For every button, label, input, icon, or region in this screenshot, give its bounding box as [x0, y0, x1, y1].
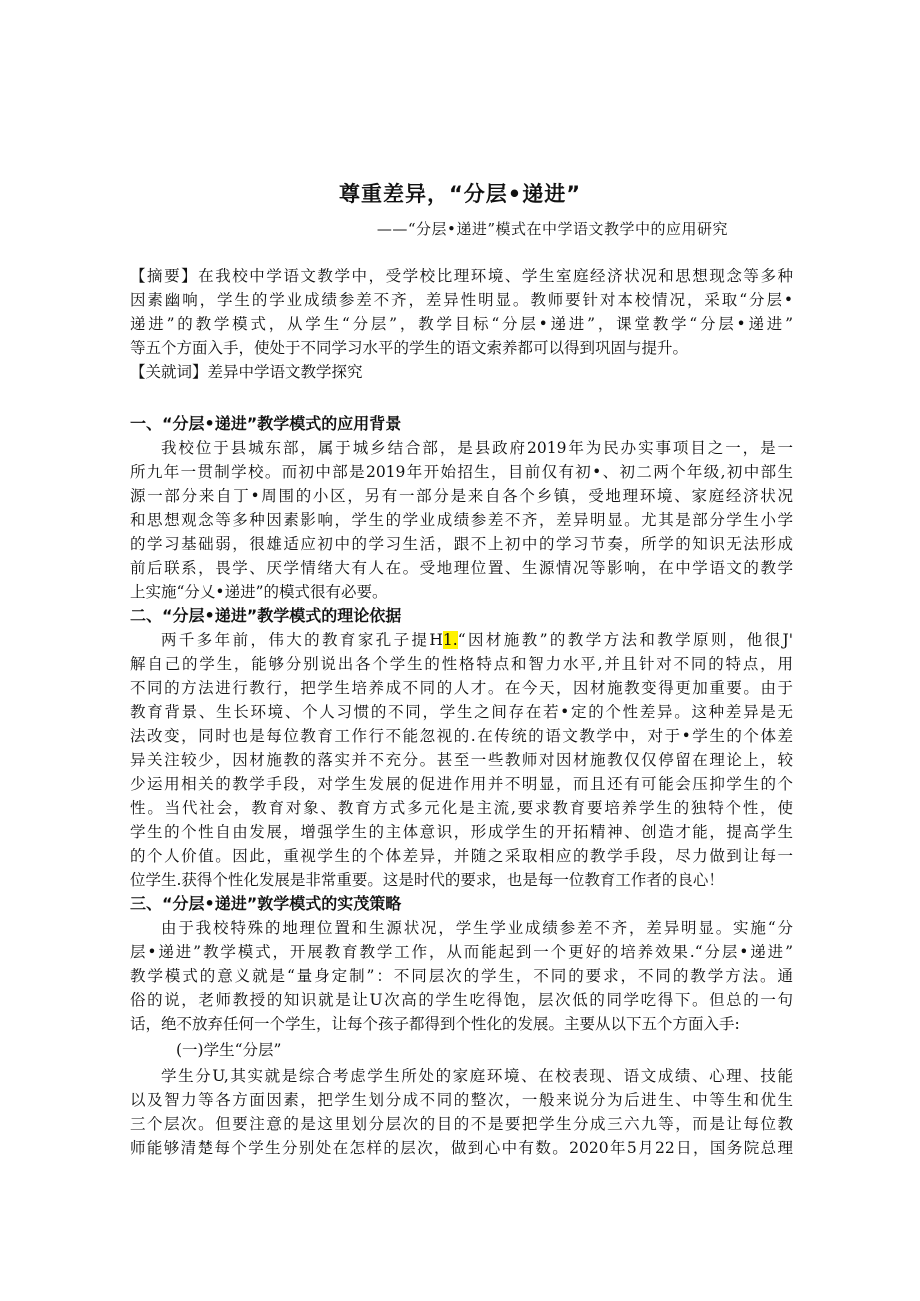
paragraph-line: 三个层次。但要注意的是这里划分层次的目的不是要把学生分成三六九等，而是让每位教 [130, 1115, 793, 1133]
paragraph-line: 师能够清楚每个学生分别处在怎样的层次，做到心中有数。2020年5月22日，国务院总理 [130, 1139, 793, 1157]
paragraph-line: 的学习基础弱，很雄适应初中的学习生活，跟不上初中的学习节奏，所学的知识无法形成 [130, 535, 793, 553]
paragraph-line: 由于我校特殊的地理位置和生源状况，学生学业成绩参差不齐，差异明显。实施“分 [161, 919, 793, 937]
paragraph-line: 教学模式的意义就是“量身定制”：不同层次的学生，不同的要求，不同的教学方法。通 [130, 967, 793, 985]
paragraph-line: 教育背景、生长环境、个人习惯的不同，学生之间存在若•定的个性差异。这种差异是无 [130, 703, 793, 721]
abstract-line: 【摘要】在我校中学语文教学中，受学校比理环境、学生室庭经济状况和思想现念等多种 [130, 267, 793, 285]
paragraph-line: 我校位于县城东部，属于城乡结合部，是县政府2019年为民办实事项目之一，是一 [161, 439, 793, 457]
paragraph-line: 性。当代社会，教育对象、教育方式多元化是主流,要求教育要培养学生的独特个性，使 [130, 799, 793, 817]
paragraph-line: 不同的方法进行教行，把学生培养成不同的人才。在今天，因材施教变得更加重要。由于 [130, 679, 793, 697]
paragraph-line: 话，绝不放弃任何一个学生，让每个孩子都得到个性化的发展。主要从以下五个方面入手: [130, 1015, 740, 1033]
abstract-line: 等五个方面入手，使处于不同学习水平的学生的语文索养都可以得到巩固与提升。 [130, 339, 689, 357]
paragraph-line: 源一部分来自丁•周围的小区，另有一部分是来自各个乡镇，受地理环境、家庭经济状况 [130, 487, 793, 505]
paragraph-line: 层•递进”教学模式，开展教育教学工作，从而能起到一个更好的培养效果.“分层•递进” [130, 943, 793, 961]
abstract [130, 264, 793, 384]
paragraph-line: 异关注较少，因材施教的落实并不充分。甚至一些教师对因材施教仅仅停留在理论上，较 [130, 751, 793, 769]
abstract-line: 递进”的教学模式，从学生“分层”，教学目标“分层•递进”，课堂教学“分层•递进” [130, 315, 793, 333]
paragraph-line: 和思想观念等多种因素影响，学生的学业成绩参差不齐，差异明显。尤其是部分学生小学 [130, 511, 793, 529]
paragraph-line: 学生的个性自由发展，增强学生的主体意识，形成学生的开拓精神、创造才能，提高学生 [130, 823, 793, 841]
paragraph-line: 解自己的学生，能够分别说出各个学生的性格特点和智力水平,并且针对不同的特点，用 [130, 655, 793, 673]
section-3 [130, 892, 793, 1160]
text-run: 两千多年前，伟大的教育家孔子提H [161, 631, 443, 649]
subsection-heading: (一)学生“分层” [176, 1041, 282, 1059]
highlighted-text: 1. [442, 631, 458, 649]
section-3-heading: 三、“分层•递进”敦学模式的实茂策略 [130, 894, 402, 913]
paragraph-line: 学生分U,其实就是综合考虑学生所处的家庭环境、在校表现、语文成绩、心理、技能 [161, 1067, 793, 1085]
paragraph-line: 法改变，同时也是每位教育工作行不能忽视的.在传统的语文教学中，对于•学生的个体差 [130, 727, 793, 745]
paragraph-line: 所九年一贯制学校。而初中部是2019年开始招生，目前仅有初•、初二两个年级,初中部生 [130, 463, 793, 481]
paragraph-line: 的个人价值。因此，重视学生的个体差异，并随之采取相应的教学手段，尽力做到让每一 [130, 847, 793, 865]
paragraph-line: 少运用相关的教学手段，对学生发展的促进作用并不明显，而且还有可能会压抑学生的个 [130, 775, 793, 793]
section-1 [130, 412, 793, 604]
abstract-line: 因素幽响，学生的学业成绩参差不齐，差异性明显。教师要针对本校情况，采取“分层• [130, 291, 793, 309]
section-2 [130, 604, 793, 892]
document-title: 尊重差异，“分层•递进” [338, 182, 582, 206]
paragraph-line: 位学生.获得个性化发展是非常重要。这是时代的要求，也是每一位教育工作者的良心！ [130, 871, 724, 889]
section-1-heading: 一、“分层•递进”教学模式的应用背景 [130, 414, 402, 433]
document-subtitle: ——“分层•递进”模式在中学语文教学中的应用研究 [376, 220, 728, 238]
paragraph-line: 上实施“分乂•递进”的模式很有必要。 [130, 583, 388, 601]
paragraph-line [130, 628, 793, 652]
paragraph-line: 俗的说，老师教授的知识就是让U次高的学生吃得饱，层次低的同学吃得下。但总的一句 [130, 991, 793, 1009]
paragraph-line: 前后联系，畏学、厌学情绪大有人在。受地理位置、生源情况等影响，在中学语文的教学 [130, 559, 793, 577]
section-2-heading: 二、“分层•递进”教学模式的理论依据 [130, 606, 402, 625]
paragraph-line: 以及智力等各方面因素，把学生划分成不同的整次，一般来说分为后进生、中等生和优生 [130, 1091, 793, 1109]
text-run: “因材施教”的教学方法和教学原则，他很J' [457, 631, 793, 649]
keywords: 【关就词】差异中学语文教学探究 [130, 363, 363, 381]
